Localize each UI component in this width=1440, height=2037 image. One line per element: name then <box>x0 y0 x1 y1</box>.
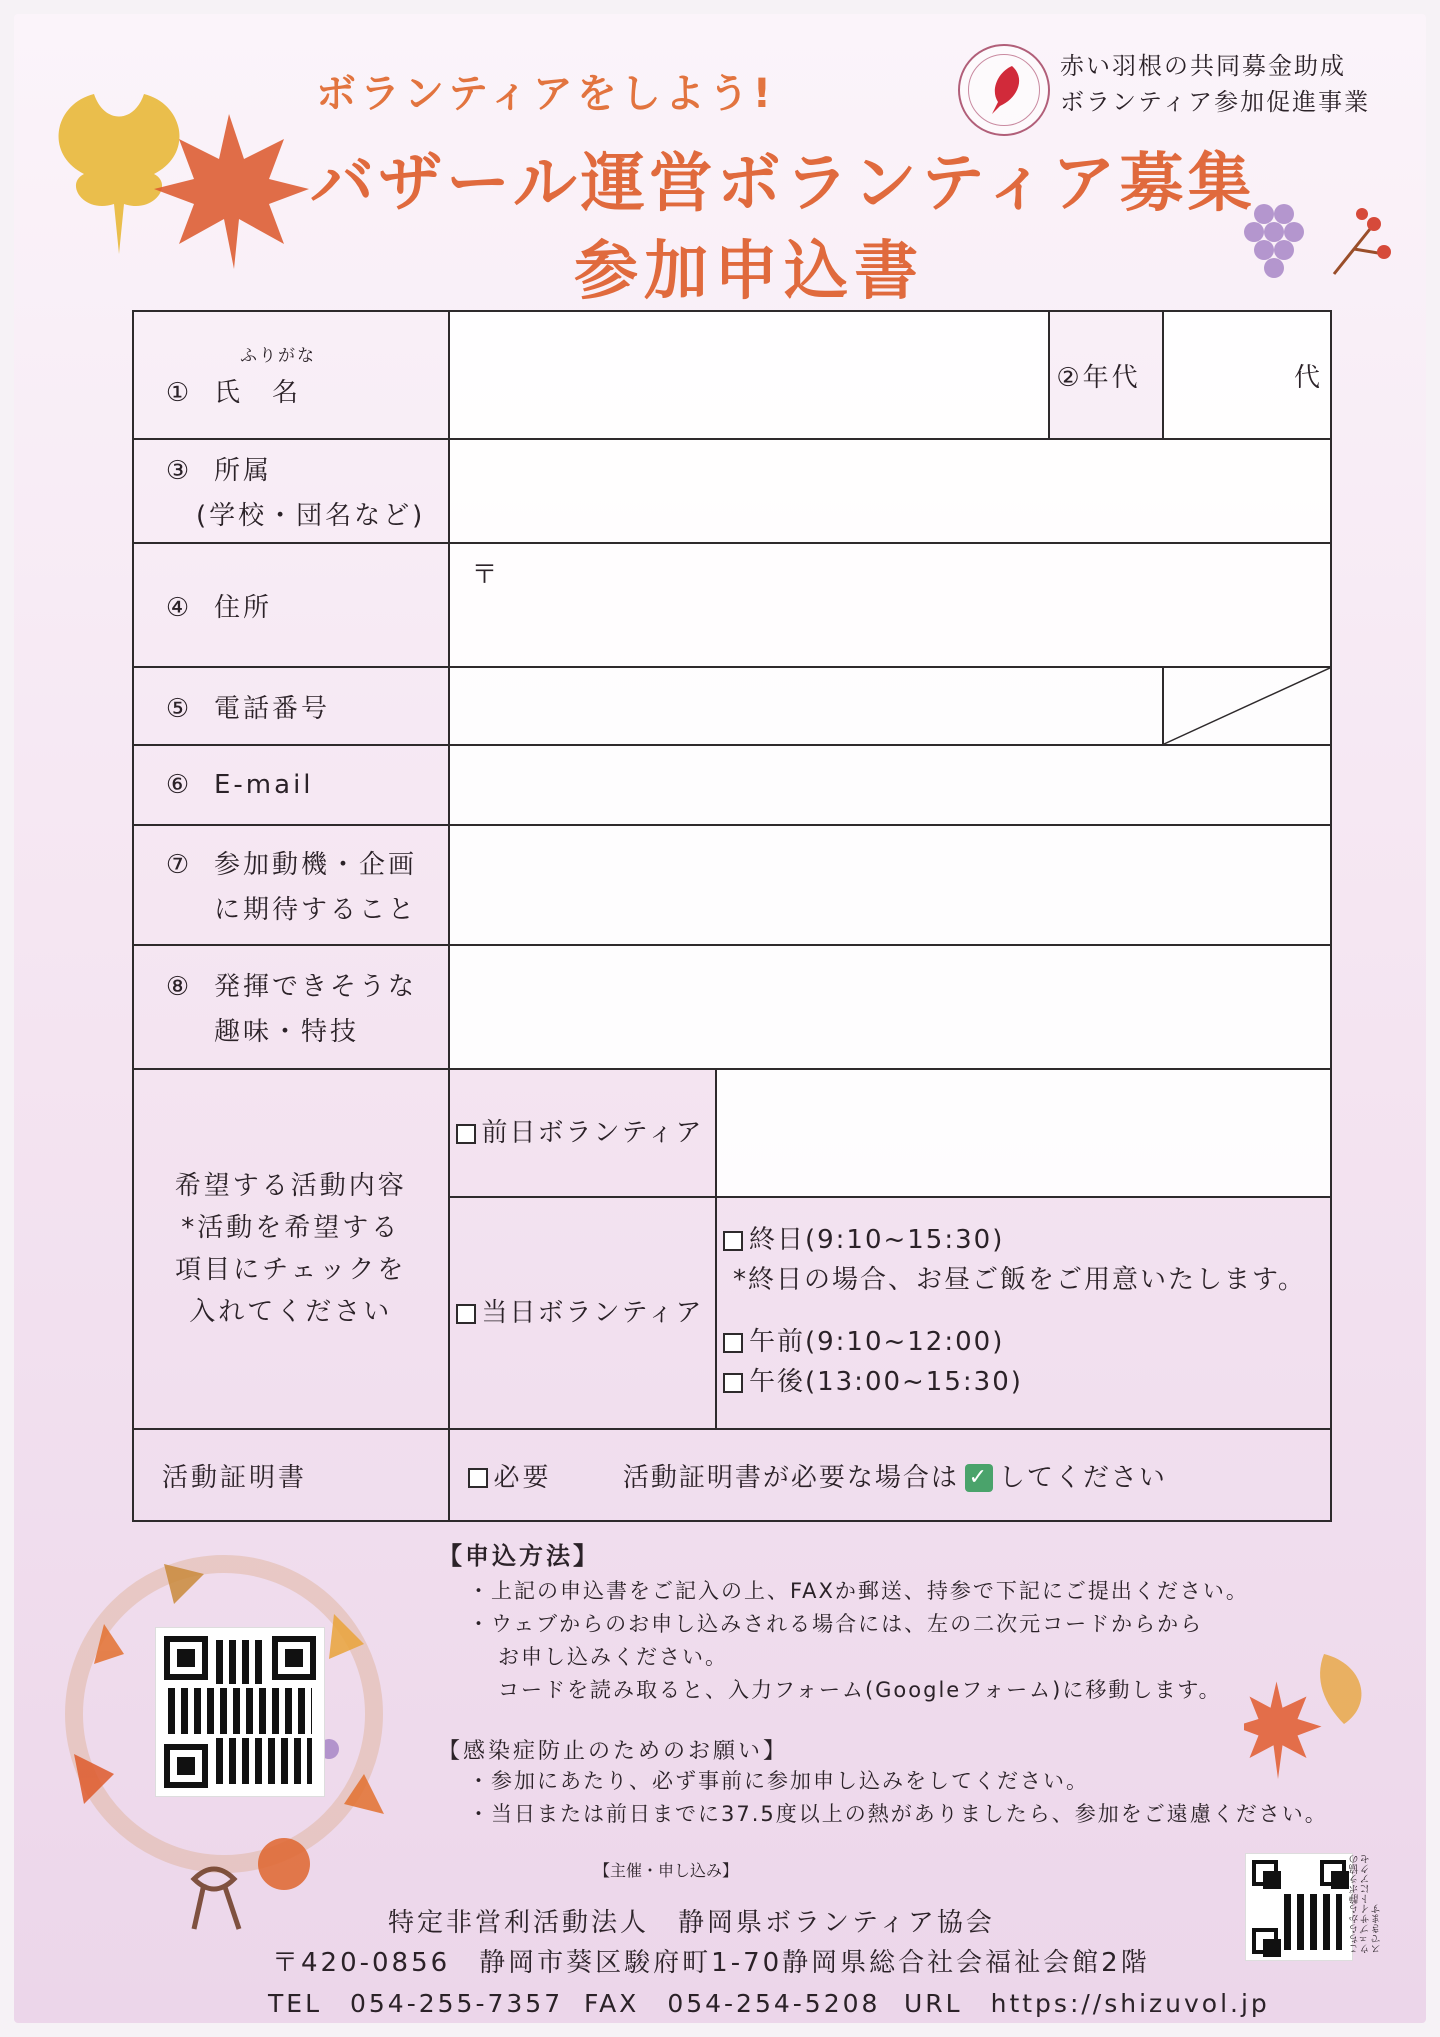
affiliation-sub-label: (学校・団名など) <box>196 501 426 531</box>
row-skill <box>133 945 1331 1069</box>
cert-note-before: 活動証明書が必要な場合は <box>622 1462 959 1493</box>
cert-note <box>623 1463 1167 1493</box>
row-certificate <box>133 1429 1331 1521</box>
motive-label-1: 参加動機・企画 <box>214 850 418 880</box>
fund-info <box>1060 48 1370 120</box>
option-afternoon[interactable] <box>723 1362 1330 1402</box>
red-maple-leaf-illustration <box>144 104 314 274</box>
organizer-tel: TEL 054-255-7357 <box>268 1989 564 2018</box>
leaves-right-illustration <box>1244 1634 1384 1784</box>
row-address <box>133 543 1331 667</box>
grape-illustration <box>1234 184 1414 304</box>
email-input[interactable] <box>449 745 1331 825</box>
activity-label-cell <box>133 1069 449 1429</box>
phone-extra-cell <box>1163 667 1331 745</box>
row-prev-day <box>133 1069 1331 1197</box>
apply-line-4: コードを読み取ると、入力フォーム(Googleフォーム)に移動します。 <box>498 1678 1222 1702</box>
affiliation-input[interactable] <box>449 439 1331 543</box>
cert-option-label: 必要 <box>493 1462 552 1493</box>
apply-line-1: ・上記の申込書をご記入の上、FAXか郵送、持参で下記にご提出ください。 <box>468 1579 1249 1603</box>
motive-label-cell <box>133 825 449 945</box>
application-form-qr-code[interactable] <box>156 1628 324 1796</box>
motive-label-2: に期待すること <box>214 895 418 925</box>
organizer-name: 特定非営利活動法人 静岡県ボランティア協会 <box>388 1908 995 1938</box>
row-email <box>133 745 1331 825</box>
num-3: ③ <box>165 456 193 486</box>
activity-label-line-3: 項目にチェックを <box>175 1255 407 1285</box>
row-affiliation <box>133 439 1331 543</box>
email-label-cell <box>133 745 449 825</box>
row-phone <box>133 667 1331 745</box>
morning-checkbox[interactable] <box>723 1333 743 1353</box>
prev-day-input[interactable] <box>716 1069 1331 1197</box>
cert-label-cell <box>133 1429 449 1521</box>
organizer-fax: FAX 054-254-5208 <box>584 1989 881 2018</box>
website-qr-caption: こちらから静ボラ協のウェブサイトにアクセスできます <box>1350 1854 1383 1954</box>
motive-input[interactable] <box>449 825 1331 945</box>
apply-method-section <box>438 1536 1378 1707</box>
num-8: ⑧ <box>165 972 193 1002</box>
num-1: ① <box>165 378 193 408</box>
num-4: ④ <box>165 592 193 623</box>
same-day-label: 当日ボランティア <box>481 1298 704 1328</box>
address-label-cell <box>133 543 449 667</box>
all-day-checkbox[interactable] <box>723 1231 743 1251</box>
name-label: 氏 名 <box>214 378 302 408</box>
check-mark-icon: ✓ <box>965 1464 993 1492</box>
name-input[interactable] <box>449 311 1050 439</box>
cert-note-after: してください <box>998 1462 1167 1493</box>
apply-method-heading: 【申込方法】 <box>438 1542 600 1570</box>
organizer-heading: 【主催・申し込み】 <box>594 1861 739 1880</box>
infection-line-1: ・参加にあたり、必ず事前に参加申し込みをしてください。 <box>468 1769 1089 1793</box>
row-motive <box>133 825 1331 945</box>
age-suffix: 代 <box>1293 362 1320 393</box>
tagline: ボランティアをしよう! <box>316 71 776 117</box>
row-name <box>133 311 1331 439</box>
age-input[interactable] <box>1163 311 1331 439</box>
cert-options-cell <box>449 1429 1331 1521</box>
num-6: ⑥ <box>165 770 193 800</box>
num-7: ⑦ <box>165 850 193 880</box>
application-form <box>132 310 1332 1522</box>
num-5: ⑤ <box>165 693 193 724</box>
address-input[interactable] <box>449 543 1331 667</box>
activity-label-line-4: 入れてください <box>189 1297 393 1327</box>
prev-day-label: 前日ボランティア <box>481 1118 704 1148</box>
cert-label: 活動証明書 <box>162 1462 308 1493</box>
flyer-sheet <box>14 14 1426 2023</box>
option-morning[interactable] <box>723 1322 1330 1362</box>
infection-line-2: ・当日または前日までに37.5度以上の熱がありましたら、参加をご遠慮ください。 <box>468 1802 1328 1826</box>
age-label-cell <box>1049 311 1163 439</box>
organizer-url[interactable]: URL https://shizuvol.jp <box>904 1989 1270 2018</box>
red-feather-logo <box>958 44 1050 136</box>
skill-label-1: 発揮できそうな <box>214 972 418 1002</box>
all-day-note: *終日の場合、お昼ご飯をご用意いたします。 <box>732 1265 1306 1295</box>
afternoon-label: 午後(13:00~15:30) <box>748 1367 1023 1397</box>
skill-label-2: 趣味・特技 <box>214 1017 360 1047</box>
prev-day-option[interactable] <box>449 1069 716 1197</box>
all-day-label: 終日(9:10~15:30) <box>748 1225 1005 1255</box>
option-all-day[interactable] <box>723 1220 1330 1260</box>
affiliation-label-cell <box>133 439 449 543</box>
page-title: バザール運営ボランティア募集 <box>310 147 1256 221</box>
same-day-option[interactable] <box>449 1197 716 1429</box>
fund-line-1: 赤い羽根の共同募金助成 <box>1060 52 1346 80</box>
phone-input[interactable] <box>449 667 1164 745</box>
apply-line-2: ・ウェブからのお申し込みされる場合には、左の二次元コードからから <box>468 1612 1204 1636</box>
email-label: E-mail <box>214 770 314 800</box>
same-day-checkbox[interactable] <box>456 1304 476 1324</box>
activity-label-line-2: *活動を希望する <box>181 1213 401 1243</box>
page-subtitle: 参加申込書 <box>574 235 924 309</box>
phone-label-cell <box>133 667 449 745</box>
afternoon-checkbox[interactable] <box>723 1373 743 1393</box>
fund-line-2: ボランティア参加促進事業 <box>1060 88 1371 116</box>
same-day-options-cell <box>716 1197 1331 1429</box>
morning-label: 午前(9:10~12:00) <box>748 1327 1005 1357</box>
prev-day-checkbox[interactable] <box>456 1124 476 1144</box>
skill-label-cell <box>133 945 449 1069</box>
affiliation-label: 所属 <box>214 456 273 486</box>
age-label: ②年代 <box>1056 362 1141 393</box>
furigana-label: ふりがな <box>240 346 316 366</box>
activity-label-line-1: 希望する活動内容 <box>174 1171 407 1201</box>
infection-heading: 【感染症防止のためのお願い】 <box>438 1739 789 1764</box>
cert-checkbox[interactable] <box>468 1468 488 1488</box>
organizer-address: 〒420-0856 静岡市葵区駿府町1-70静岡県総合社会福祉会館2階 <box>272 1948 1150 1978</box>
phone-label: 電話番号 <box>214 693 331 724</box>
name-label-cell <box>133 311 449 439</box>
postal-mark: 〒 <box>471 560 498 590</box>
apply-line-3: お申し込みください。 <box>498 1645 728 1669</box>
website-qr-code[interactable] <box>1246 1854 1352 1960</box>
address-label: 住所 <box>214 592 273 623</box>
skill-input[interactable] <box>449 945 1331 1069</box>
